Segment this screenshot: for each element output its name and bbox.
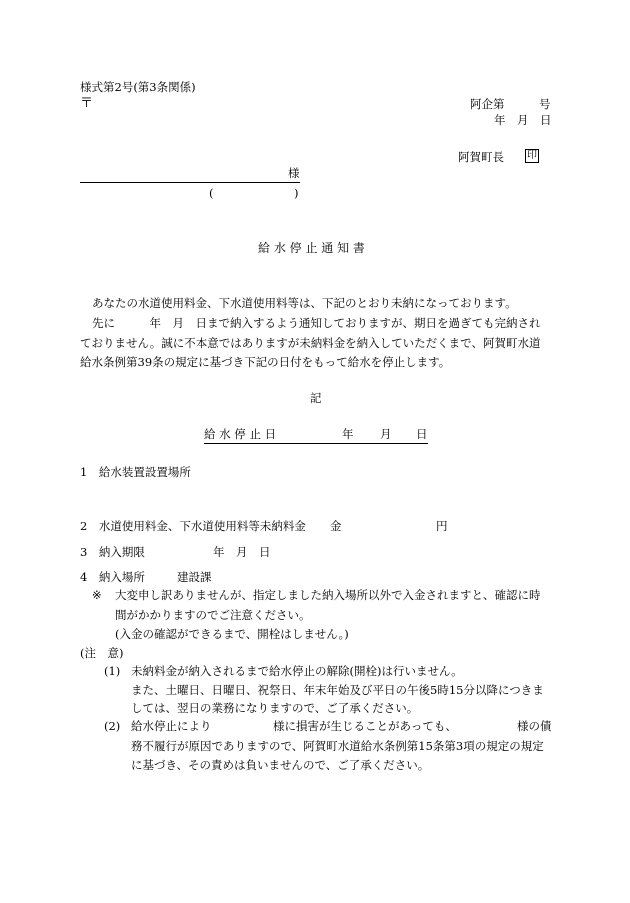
notice-line: 大変申し訳ありませんが、指定しました納入場所以外で入金されますと、確認に時 [115, 588, 541, 602]
note-number: (1) [104, 664, 121, 678]
document-title: 給 水 停 止 通 知 書 [258, 241, 365, 255]
note-line: また、土曜日、日曜日、祝祭日、年末年始及び平日の午後5時15分以降につきま [131, 683, 544, 697]
stop-date-label: 給 水 停 止 日 [204, 427, 277, 441]
item-payment-place: 4 納入場所 [80, 570, 145, 584]
ki-heading: 記 [310, 391, 322, 405]
note-number: (2) [104, 719, 121, 733]
body-line: あなたの水道使用料金、下水道使用料等は、下記のとおり未納になっております。 [92, 296, 517, 310]
item-due-date: 3 納入期限 [80, 545, 145, 559]
postal-mark: 〒 [80, 96, 94, 111]
notice-line: (入金の確認ができるまで、開栓はしません。) [115, 627, 349, 641]
due-date-value: 年 月 日 [213, 545, 271, 559]
item-unpaid-amount: 2 水道使用料金、下水道使用料等未納料金 [80, 519, 306, 533]
recipient-underline [80, 182, 300, 183]
body-line: 給水条例第39条の規定に基づき下記の日付をもって給水を停止します。 [80, 355, 451, 369]
document-number: 阿企第 号 [470, 97, 551, 111]
body-line: ておりません。誠に不本意ではありますが未納料金を納入していただくまで、阿賀町水道 [80, 336, 541, 350]
stop-date-year: 年 [342, 427, 354, 441]
stop-date-underline [204, 443, 428, 444]
note-line: 様に損害が生じることがあっても、 [273, 719, 457, 733]
notice-mark: ※ [92, 588, 102, 602]
note-line: 未納料金が納入されるまで給水停止の解除(開栓)は行いません。 [131, 664, 463, 678]
note-line: 様の債 [517, 719, 552, 733]
recipient-paren: ( ) [209, 186, 299, 200]
notes-heading: (注 意) [80, 646, 124, 660]
note-line: しては、翌日の業務になりますので、ご了承ください。 [131, 701, 419, 715]
unpaid-yen: 円 [436, 519, 448, 533]
recipient-suffix: 様 [288, 166, 300, 180]
notice-line: 間がかかりますのでご注意ください。 [115, 608, 311, 622]
item-install-location: 1 給水装置設置場所 [80, 465, 191, 479]
note-line: 務不履行が原因でありますので、阿賀町水道給水条例第15条第3項の規定の規定 [131, 739, 544, 753]
form-number: 様式第2号(第3条関係) [80, 80, 196, 94]
unpaid-kin: 金 [330, 519, 342, 533]
issuer-name: 阿賀町長 [458, 150, 504, 164]
stop-date-day: 日 [416, 427, 428, 441]
payment-place-value: 建設課 [177, 570, 212, 584]
issue-date: 年 月 日 [494, 113, 552, 127]
seal-mark: 印 [527, 150, 537, 161]
body-line: 先に 年 月 日まで納入するよう通知しておりますが、期日を過ぎても完納され [92, 316, 541, 330]
note-line: に基づき、その責めは負いませんので、ご了承ください。 [131, 758, 430, 772]
note-line: 給水停止により [131, 719, 212, 733]
stop-date-month: 月 [380, 427, 392, 441]
